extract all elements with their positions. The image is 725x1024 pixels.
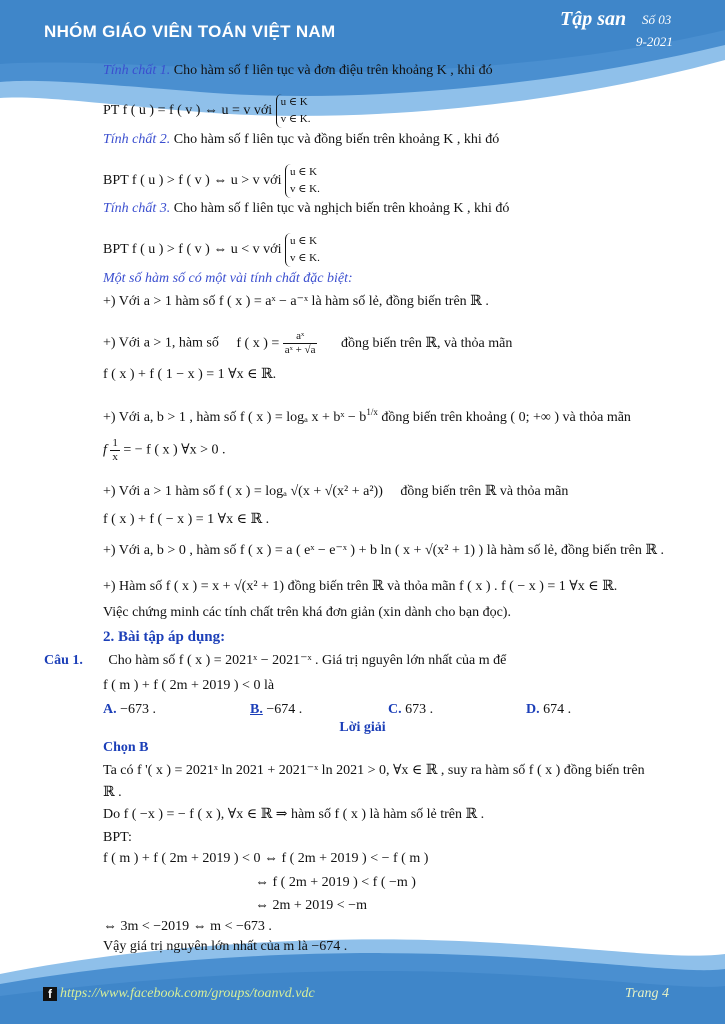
option-c-value: 673 .: [401, 702, 434, 717]
property-1-conditions: [276, 94, 311, 128]
condition-1: u ∈ K: [289, 166, 318, 178]
property-3-line: [103, 200, 509, 218]
option-d[interactable]: [526, 701, 571, 719]
special-item-3-func: f: [103, 442, 107, 458]
page-number: Trang 4: [625, 986, 669, 1001]
solution-heading: Lời giải: [339, 720, 386, 735]
condition-2: v ∈ K.: [289, 183, 320, 195]
special-item-5: +) Với a, b > 0 , hàm số f ( x ) = a ( eˣ − e⁻ˣ ) + b ln ( x + √(x² + 1) ) là hàm số lẻ, đồng biến trên ℝ .: [103, 543, 664, 558]
special-item-2-cont: f ( x ) + f ( 1 − x ) = 1 ∀x ∈ ℝ.: [103, 367, 277, 382]
condition-2: v ∈ K.: [280, 113, 311, 125]
special-item-3-tail: đồng biến trên khoảng ( 0; +∞ ) và thỏa mãn: [377, 410, 631, 425]
condition-1: u ∈ K: [280, 96, 308, 108]
option-c-label: C.: [388, 702, 402, 717]
special-item-1: +) Với a > 1 hàm số f ( x ) = aˣ − a⁻ˣ là hàm số lẻ, đồng biến trên ℝ .: [103, 294, 489, 309]
special-item-3-relation: = − f ( x ) ∀x > 0 .: [119, 442, 226, 458]
section-2-heading: 2. Bài tập áp dụng:: [103, 629, 226, 645]
special-item-2-fraction: [283, 330, 318, 357]
special-item-6: +) Hàm số f ( x ) = x + √(x² + 1) đồng biến trên ℝ và thỏa mãn f ( x ) . f ( − x ) = 1 ∀x ∈ ℝ.: [103, 579, 618, 594]
solution-line-1b: ℝ .: [103, 785, 122, 800]
property-2-formula: BPT f ( u ) > f ( v ) ⇔ u > v với: [103, 173, 282, 189]
question-1-label: Câu 1.: [44, 653, 83, 668]
property-2-label: Tính chất 2.: [103, 132, 171, 147]
special-item-2-func: f ( x ) =: [236, 335, 280, 351]
solution-line-2: Do f ( −x ) = − f ( x ), ∀x ∈ ℝ ⇒ hàm số f ( x ) là hàm số lẻ trên ℝ .: [103, 807, 485, 822]
property-2-equation: [103, 164, 320, 198]
special-item-4-cont: f ( x ) + f ( − x ) = 1 ∀x ∈ ℝ .: [103, 512, 270, 527]
question-1-text: Cho hàm số f ( x ) = 2021ˣ − 2021⁻ˣ . Giá trị nguyên lớn nhất của m để: [108, 653, 507, 668]
property-2-line: [103, 131, 499, 149]
solution-line-5: ⇔ f ( 2m + 2019 ) < f ( −m ): [255, 875, 416, 890]
group-url-link[interactable]: https://www.facebook.com/groups/toanvd.vdc: [60, 986, 315, 1001]
magazine-name: Tập san: [560, 8, 627, 30]
property-2-conditions: [285, 164, 320, 198]
solution-line-6: ⇔ 2m + 2019 < −m: [255, 898, 367, 913]
property-1-label: Tính chất 1.: [103, 63, 171, 78]
option-a-label: A.: [103, 702, 117, 717]
question-1-cont: f ( m ) + f ( 2m + 2019 ) < 0 là: [103, 678, 275, 693]
condition-1: u ∈ K: [289, 235, 318, 247]
proof-note: Việc chứng minh các tính chất trên khá đơn giản (xin dành cho bạn đọc).: [103, 605, 511, 620]
property-3-text: Cho hàm số f liên tục và nghịch biến trên khoảng K , khi đó: [170, 201, 510, 216]
solution-line-7: ⇔ 3m < −2019 ⇔ m < −673 .: [103, 919, 272, 934]
special-item-3: [103, 403, 631, 427]
property-3-conditions: [285, 233, 320, 267]
property-3-label: Tính chất 3.: [103, 201, 171, 216]
group-name: NHÓM GIÁO VIÊN TOÁN VIỆT NAM: [44, 22, 336, 41]
solution-line-4: f ( m ) + f ( 2m + 2019 ) < 0 ⇔ f ( 2m + 2019 ) < − f ( m ): [103, 851, 429, 866]
option-d-label: D.: [526, 702, 540, 717]
special-item-2-tail: đồng biến trên ℝ, và thỏa mãn: [340, 335, 513, 351]
special-item-4: [103, 483, 568, 501]
solution-line-1: Ta có f '( x ) = 2021ˣ ln 2021 + 2021⁻ˣ ln 2021 > 0, ∀x ∈ ℝ , suy ra hàm số f ( x ) đồng biến trên: [103, 763, 645, 778]
fraction-numerator: aˣ: [283, 330, 318, 344]
option-b-value: −674 .: [262, 702, 303, 717]
special-item-2-lead: +) Với a > 1, hàm số: [103, 335, 219, 351]
option-a[interactable]: [103, 701, 156, 719]
special-item-4-lead: +) Với a > 1 hàm số f ( x ) = logₐ √(x + √(x² + a²)): [103, 484, 383, 499]
option-c[interactable]: [388, 701, 433, 719]
option-b[interactable]: [250, 701, 302, 719]
option-a-value: −673 .: [116, 702, 157, 717]
special-functions-heading: Một số hàm số có một vài tính chất đặc biệt:: [103, 271, 353, 286]
property-3-formula: BPT f ( u ) > f ( v ) ⇔ u < v với: [103, 242, 282, 258]
special-item-3-exponent: 1/x: [366, 407, 378, 417]
option-b-label: B.: [250, 702, 263, 717]
property-2-text: Cho hàm số f liên tục và đồng biến trên khoảng K , khi đó: [170, 132, 500, 147]
special-item-3-fraction: [110, 437, 120, 464]
option-d-value: 674 .: [539, 702, 572, 717]
condition-2: v ∈ K.: [289, 252, 320, 264]
special-item-2: [103, 330, 512, 357]
special-item-3-cont: [103, 437, 226, 464]
property-1-text: Cho hàm số f liên tục và đơn điệu trên khoảng K , khi đó: [170, 63, 493, 78]
property-1-equation: [103, 94, 311, 128]
property-1-line: [103, 62, 493, 80]
special-item-3-lead: +) Với a, b > 1 , hàm số f ( x ) = logₐ x + bˣ − b: [103, 410, 367, 425]
issue-number: Số 03: [642, 12, 672, 27]
solution-line-3: BPT:: [103, 830, 132, 845]
fraction-numerator: 1: [112, 437, 118, 449]
facebook-icon: f: [43, 987, 57, 1001]
property-3-equation: [103, 233, 320, 267]
fraction-denominator: x: [112, 451, 118, 463]
property-1-formula: PT f ( u ) = f ( v ) ⇔ u = v với: [103, 103, 273, 119]
special-item-4-tail: đồng biến trên ℝ và thỏa mãn: [400, 484, 569, 499]
issue-date: 9-2021: [636, 34, 673, 49]
question-1: [44, 652, 506, 670]
solution-line-8: Vậy giá trị nguyên lớn nhất của m là −674 .: [103, 939, 348, 954]
fraction-denominator: aˣ + √a: [284, 344, 316, 356]
chosen-answer: Chọn B: [103, 740, 149, 755]
